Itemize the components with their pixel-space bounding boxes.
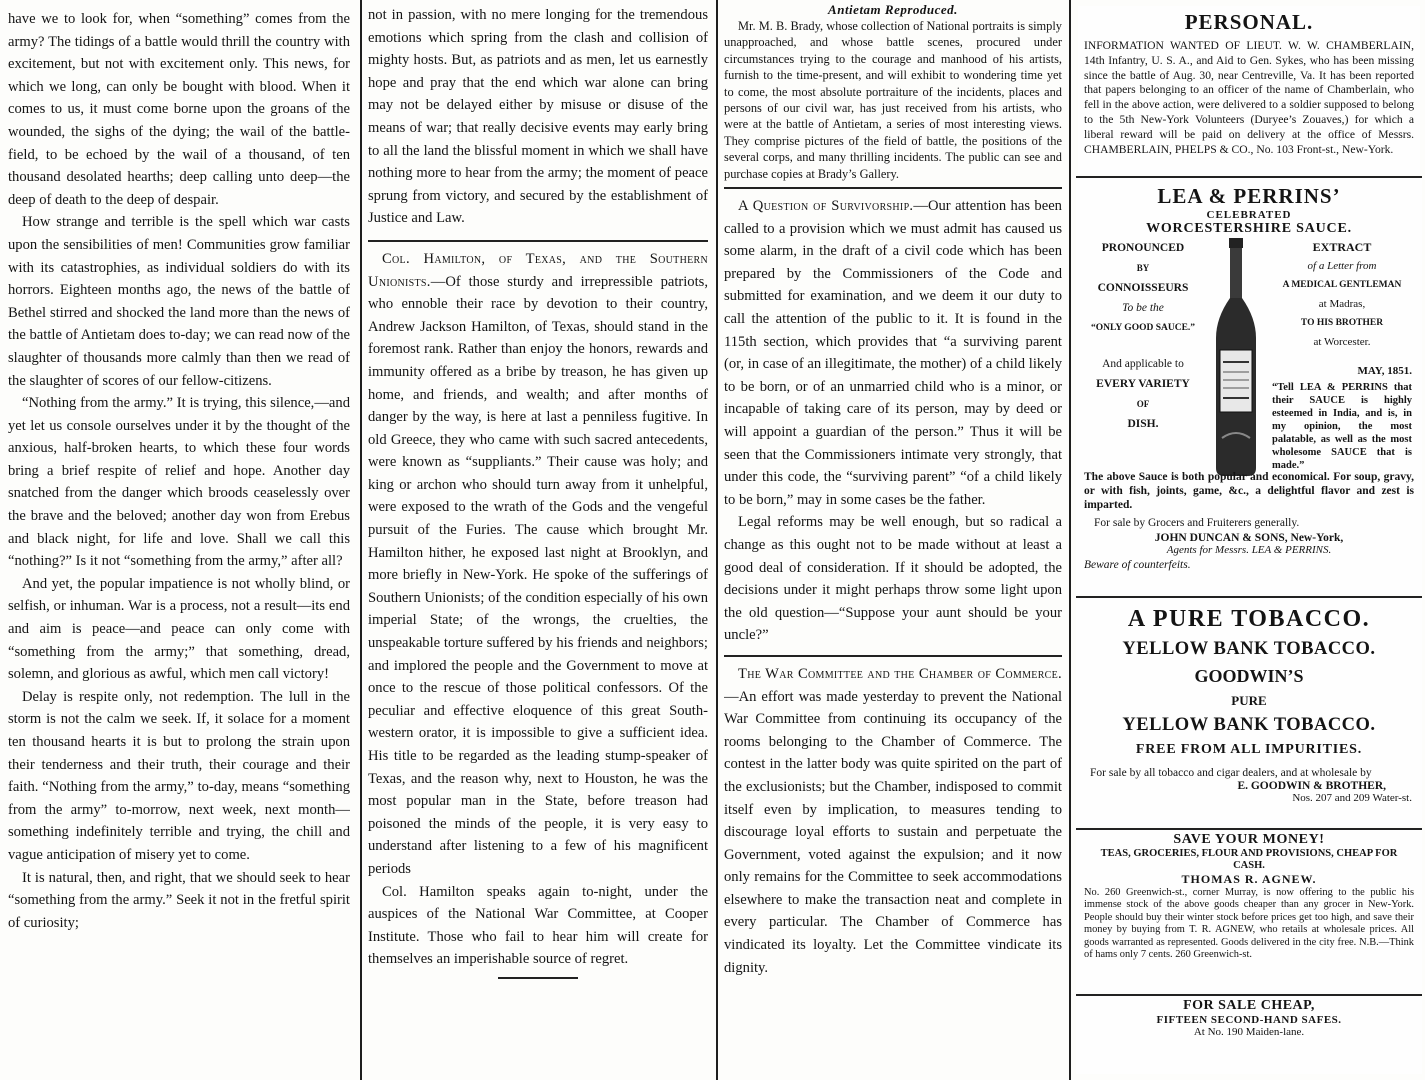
ad-line: FREE FROM ALL IMPURITIES.: [1135, 742, 1363, 757]
letter-date: MAY, 1851.: [1357, 365, 1412, 377]
ad-line: PRONOUNCED: [1101, 242, 1185, 254]
paragraph: “Nothing from the army.” It is trying, this silence,—and yet let us console ourselves under it by the thought of the anxious, half-broken hearts, to which these four words bring a brief respite of relief and hope. Another day snatched from the danger which broods ceaselessly over the brave and the beloved; another day won from Erebus and black night, for life and love. Shall we call this “nothing?” Is it not “something from the army,” after all?: [8, 395, 350, 570]
article-heading: The War Committee and the Chamber of Commerce.: [738, 665, 1062, 682]
article-column-2: [368, 0, 708, 1080]
ad-title: SAVE YOUR MONEY!: [1173, 832, 1325, 847]
ad-title: LEA & PERRINS’: [1157, 184, 1341, 208]
ad-text: INFORMATION WANTED OF LIEUT. W. W. CHAMBERLAIN, 14th Infantry, U. S. A., and Aid to Gen. Sykes, who has been missing since the battle of Aug. 30, near Centreville, Va. It has been reported that papers belonging to an officer of the name of Chamberlain, who fell in the above action, were delivered to a soldier supposed to belong to the 5th New-York Volunteers (Duryee’s Zouaves,) for which a liberal reward will be paid on delivery at the office of Messrs. CHAMBERLAIN, PHELPS & CO., No. 103 Front-st., New-York.: [1084, 39, 1414, 156]
ad-line: YELLOW BANK TOBACCO.: [1122, 639, 1376, 659]
divider: [724, 655, 1062, 657]
ad-text: For sale by Grocers and Fruiterers generally.: [1094, 517, 1300, 529]
divider: [724, 187, 1062, 189]
survivorship-article: [724, 195, 1062, 511]
ad-line: FIFTEEN SECOND-HAND SAFES.: [1156, 1014, 1342, 1026]
ad-text: For sale by all tobacco and cigar dealers, and at wholesale by: [1090, 767, 1372, 779]
ad-line: at Worcester.: [1313, 336, 1371, 348]
ad-text: No. 260 Greenwich-st., corner Murray, is now offering to the public his immense stock of the above goods cheaper than any grocer in New-York. People should buy their winter stock before prices get too high, and save their money by buying from T. R. AGNEW, who retails at wholesale prices. All goods warranted as represented. Goods delivered in the city free. N.B.—Think of hams only 7 cents. 260 Greenwich-st.: [1084, 887, 1414, 961]
paragraph: not in passion, with no mere longing for the tremendous emotions which spring from the clash and collision of mighty hosts. But, as patriots and as men, let us earnestly hope and pray that the end which war alone can bring may not be delayed either by misuse or disuse of the means of war; that really decisive events may early bring to all the land the blissful moment in which we shall have nothing more to hear from the army; the moment of peace sprung from victory, and secured by the establishment of Justice and Law.: [368, 7, 708, 227]
column-rule-2: [716, 0, 718, 1080]
ad-line: CONNOISSEURS: [1097, 282, 1189, 294]
column-rule-1: [360, 0, 362, 1080]
sauce-bottle-icon: [1208, 238, 1264, 478]
paragraph: Delay is respite only, not redemption. The lull in the storm is not the calm we seek. If, it solace for a moment ten thousand hearts it is but to prolong the strain upon their tenderness and their truth, their courage and their faith. “Nothing from the army,” to-day, means “something from the army” to-morrow, next week, next month—something indefinitely terrible and trying, the chill and vague anticipation of misery yet to come.: [8, 688, 350, 863]
article-text: —Of those sturdy and irrepressible patriots, who ennoble their race by devotion to their country, Andrew Jackson Hamilton, of Texas, should stand in the foremost rank. Rather than enjoy the honors, rewards and immunity offered as a bribe by treason, he has given up home, and friends, and wealth; and after months of danger by the way, is here at last a penniless fugitive. In old Greece, they who came with such sacred antecedents, were known as “suppliants.” Their cause was holy; and king or archon who should turn away from it unhelpful, were exposed to the wrath of the Gods and the vengeful pursuit of the Furies. The cause which brought Mr. Hamilton hither, he exposed last night at Brooklyn, and more briefly in New-York. He spoke of the sufferings of Southern Unionists; of the condition especially of his own imperial State; of the wrongs, the cruelties, the unspeakable torture suffered by his friends and neighbors; and implored the people and the Government to move at once to the rescue of those political confessors. Of the peculiar and effective eloquence of this great South-western orator, it is impossible to give a sufficient idea. His title to be regarded as the leading stump-speaker of Texas, and the reason why, next to Houston, he was the most popular man in the State, before treason had poisoned the minds of the people, it is very easy to understand after listening to a few of his magnificent periods: [368, 273, 708, 877]
article-column-3: [724, 0, 1062, 1080]
paragraph: Legal reforms may be well enough, but so radical a change as this ought not to be made without at least a good deal of consideration. If it should be adopted, the decisions under it might perhaps throw some light upon the old question—“Suppose your aunt should be your uncle?”: [724, 514, 1062, 644]
ad-line: of a Letter from: [1307, 260, 1377, 272]
ad-line: GOODWIN’S: [1194, 666, 1304, 686]
lea-perrins-ad: [1076, 176, 1422, 594]
ad-line: At No. 190 Maiden-lane.: [1193, 1026, 1305, 1038]
agent-name: JOHN DUNCAN & SONS, New-York,: [1154, 532, 1344, 544]
ad-line: TO HIS BROTHER: [1300, 318, 1384, 328]
ad-subtitle: CELEBRATED: [1206, 209, 1292, 221]
ad-line: DISH.: [1127, 418, 1159, 430]
ad-line: YELLOW BANK TOBACCO.: [1122, 715, 1376, 735]
ad-product: WORCESTERSHIRE SAUCE.: [1146, 221, 1352, 236]
left-block: [1084, 238, 1202, 434]
ad-line: PURE: [1231, 693, 1267, 708]
article-column-1: [8, 0, 350, 1080]
agent-note: Agents for Messrs. LEA & PERRINS.: [1166, 544, 1332, 556]
ad-title: FOR SALE CHEAP,: [1183, 998, 1315, 1013]
ad-line: EVERY VARIETY: [1096, 378, 1190, 390]
article-heading: Col. Hamilton, of Texas, and the Southern Unionists.: [368, 250, 708, 290]
ad-title: A PURE TOBACCO.: [1127, 606, 1371, 632]
article-heading: A Question of Survivorship.: [738, 198, 914, 215]
ad-line: And applicable to: [1102, 358, 1184, 370]
ad-line: To be the: [1122, 302, 1164, 314]
paragraph: have we to look for, when “something” comes from the army? The tidings of a battle would thrill the country with excitement, but not with excitement only. This news, for which we long, can only be bought with blood. When it comes to us, it must come borne upon the groans of the wounded, the sighs of the dying; the wail of the battle-field, to be echoed by the wail of a thousand, of ten thousand desolated hearths; deep calling unto deep—the deep of death to the deep of despair.: [8, 11, 350, 208]
divider: [368, 240, 708, 242]
paragraph: Col. Hamilton speaks again to-night, under the auspices of the National War Committee, at Cooper Institute. Those who fail to hear him will create for themselves an imperishable source of regret.: [368, 883, 708, 968]
divider: [498, 977, 578, 979]
personal-ad: [1078, 6, 1420, 174]
right-block: [1272, 238, 1412, 472]
ad-text: The above Sauce is both popular and economical. For soup, gravy, or with fish, joints, game, &c., a delightful flavor and zest is imparted.: [1084, 471, 1414, 511]
lea-bottom: [1084, 470, 1414, 572]
ad-subtitle: TEAS, GROCERIES, FLOUR AND PROVISIONS, CHEAP FOR CASH.: [1100, 848, 1398, 871]
agnew-ad: [1076, 828, 1422, 992]
ad-line: “ONLY GOOD SAUCE.”: [1090, 323, 1196, 333]
paragraph: How strange and terrible is the spell which war casts upon the sensibilities of men! Communities grow familiar with its catastrophies, as individual soldiers do with its horrors. Eighteen months ago, the news of the battle of Bethel stirred and shocked the land more than the news of the battle of Antietam does to-day; we can read now of the slaughter of thousands more calmly than then we read of the slaughter of scores of our fellow-citizens.: [8, 214, 350, 389]
article-text: —An effort was made yesterday to prevent the National War Committee from continuing its occupancy of the rooms belonging to the Chamber of Commerce. The contest in the latter body was quite spirited on the part of the exclusionists; but the Chamber, indisposed to commit itself even by implication, to measures tending to discourage loyal efforts to sustain and perpetuate the Government, voted against the expulsion; and it now only remains for the Committee to seek accommodations elsewhere to make the transaction neat and complete in every particular. The Chamber of Commerce has vindicated its loyalty. Let the Committee vindicate its dignity.: [724, 688, 1062, 976]
article-title: Antietam Reproduced.: [828, 2, 958, 17]
ad-line: BY: [1136, 263, 1150, 273]
column-rule-3: [1069, 0, 1071, 1080]
ad-line: OF: [1136, 399, 1150, 409]
ad-line: EXTRACT: [1312, 240, 1372, 254]
paragraph: And yet, the popular impatience is not wholly blind, or selfish, or inhuman. War is a process, not a result—its end and aim is peace—and peace can only come with “something from the army;” that something, dread, solemn, and glorious as awful, which men call victory!: [8, 575, 350, 683]
tobacco-ad: [1076, 596, 1422, 826]
seller-name: E. GOODWIN & BROTHER,: [1237, 780, 1386, 792]
seller-address: Nos. 207 and 209 Water-st.: [1292, 792, 1412, 804]
ad-line: A MEDICAL GENTLEMAN: [1282, 280, 1402, 290]
article-text: —Our attention has been called to a provision which we must admit has caused us some alarm, in the draft of a civil code which has been prepared by the Commissioners of the Code and submitted for examination, and we deem it our duty to call the attention of the public to it. It is found in the 115th section, which provides that “a surviving parent (or, in case of an illegitimate, the mother) of a child likely to be born, or of an unmarried child who is a minor, or incapable of taking care of its person, may by deed or will appoint a guardian of the person.” Thus it will be seen that the Commissioners intimate very strongly, that under this code, the “surviving parent” “of a child likely to be born,” may in some cases be the father.: [724, 198, 1062, 508]
ad-name: THOMAS R. AGNEW.: [1181, 872, 1317, 886]
safes-ad: [1076, 994, 1422, 1074]
letter-text: “Tell LEA & PERRINS that their SAUCE is highly esteemed in India, and is, in my opinion, the most palatable, as well as the most wholesome SAUCE that is made.”: [1272, 382, 1412, 471]
war-committee-article: [724, 663, 1062, 979]
beware-note: Beware of counterfeits.: [1084, 559, 1191, 571]
paragraph: It is natural, then, and right, that we should seek to hear “something from the army.” Seek it not in the fretful spirit of curiosity;: [8, 869, 350, 931]
ad-line: at Madras,: [1318, 298, 1366, 310]
ad-title: PERSONAL.: [1184, 10, 1314, 34]
hamilton-article: [368, 248, 708, 881]
paragraph: Mr. M. B. Brady, whose collection of National portraits is simply unapproached, and whose battle scenes, procured under circumstances trying to the courage and manhood of his artists, furnish to the time-present, and will exhibit to wondering time yet to come, the most absolute portraiture of the incidents, places and persons of our civil war, has just received from his artists, who were at the battle of Antietam, a series of most interesting views. They comprise pictures of the field of battle, the positions of the several corps, and many thrilling incidents. The public can see and purchase copies at Brady’s Gallery.: [724, 19, 1062, 181]
